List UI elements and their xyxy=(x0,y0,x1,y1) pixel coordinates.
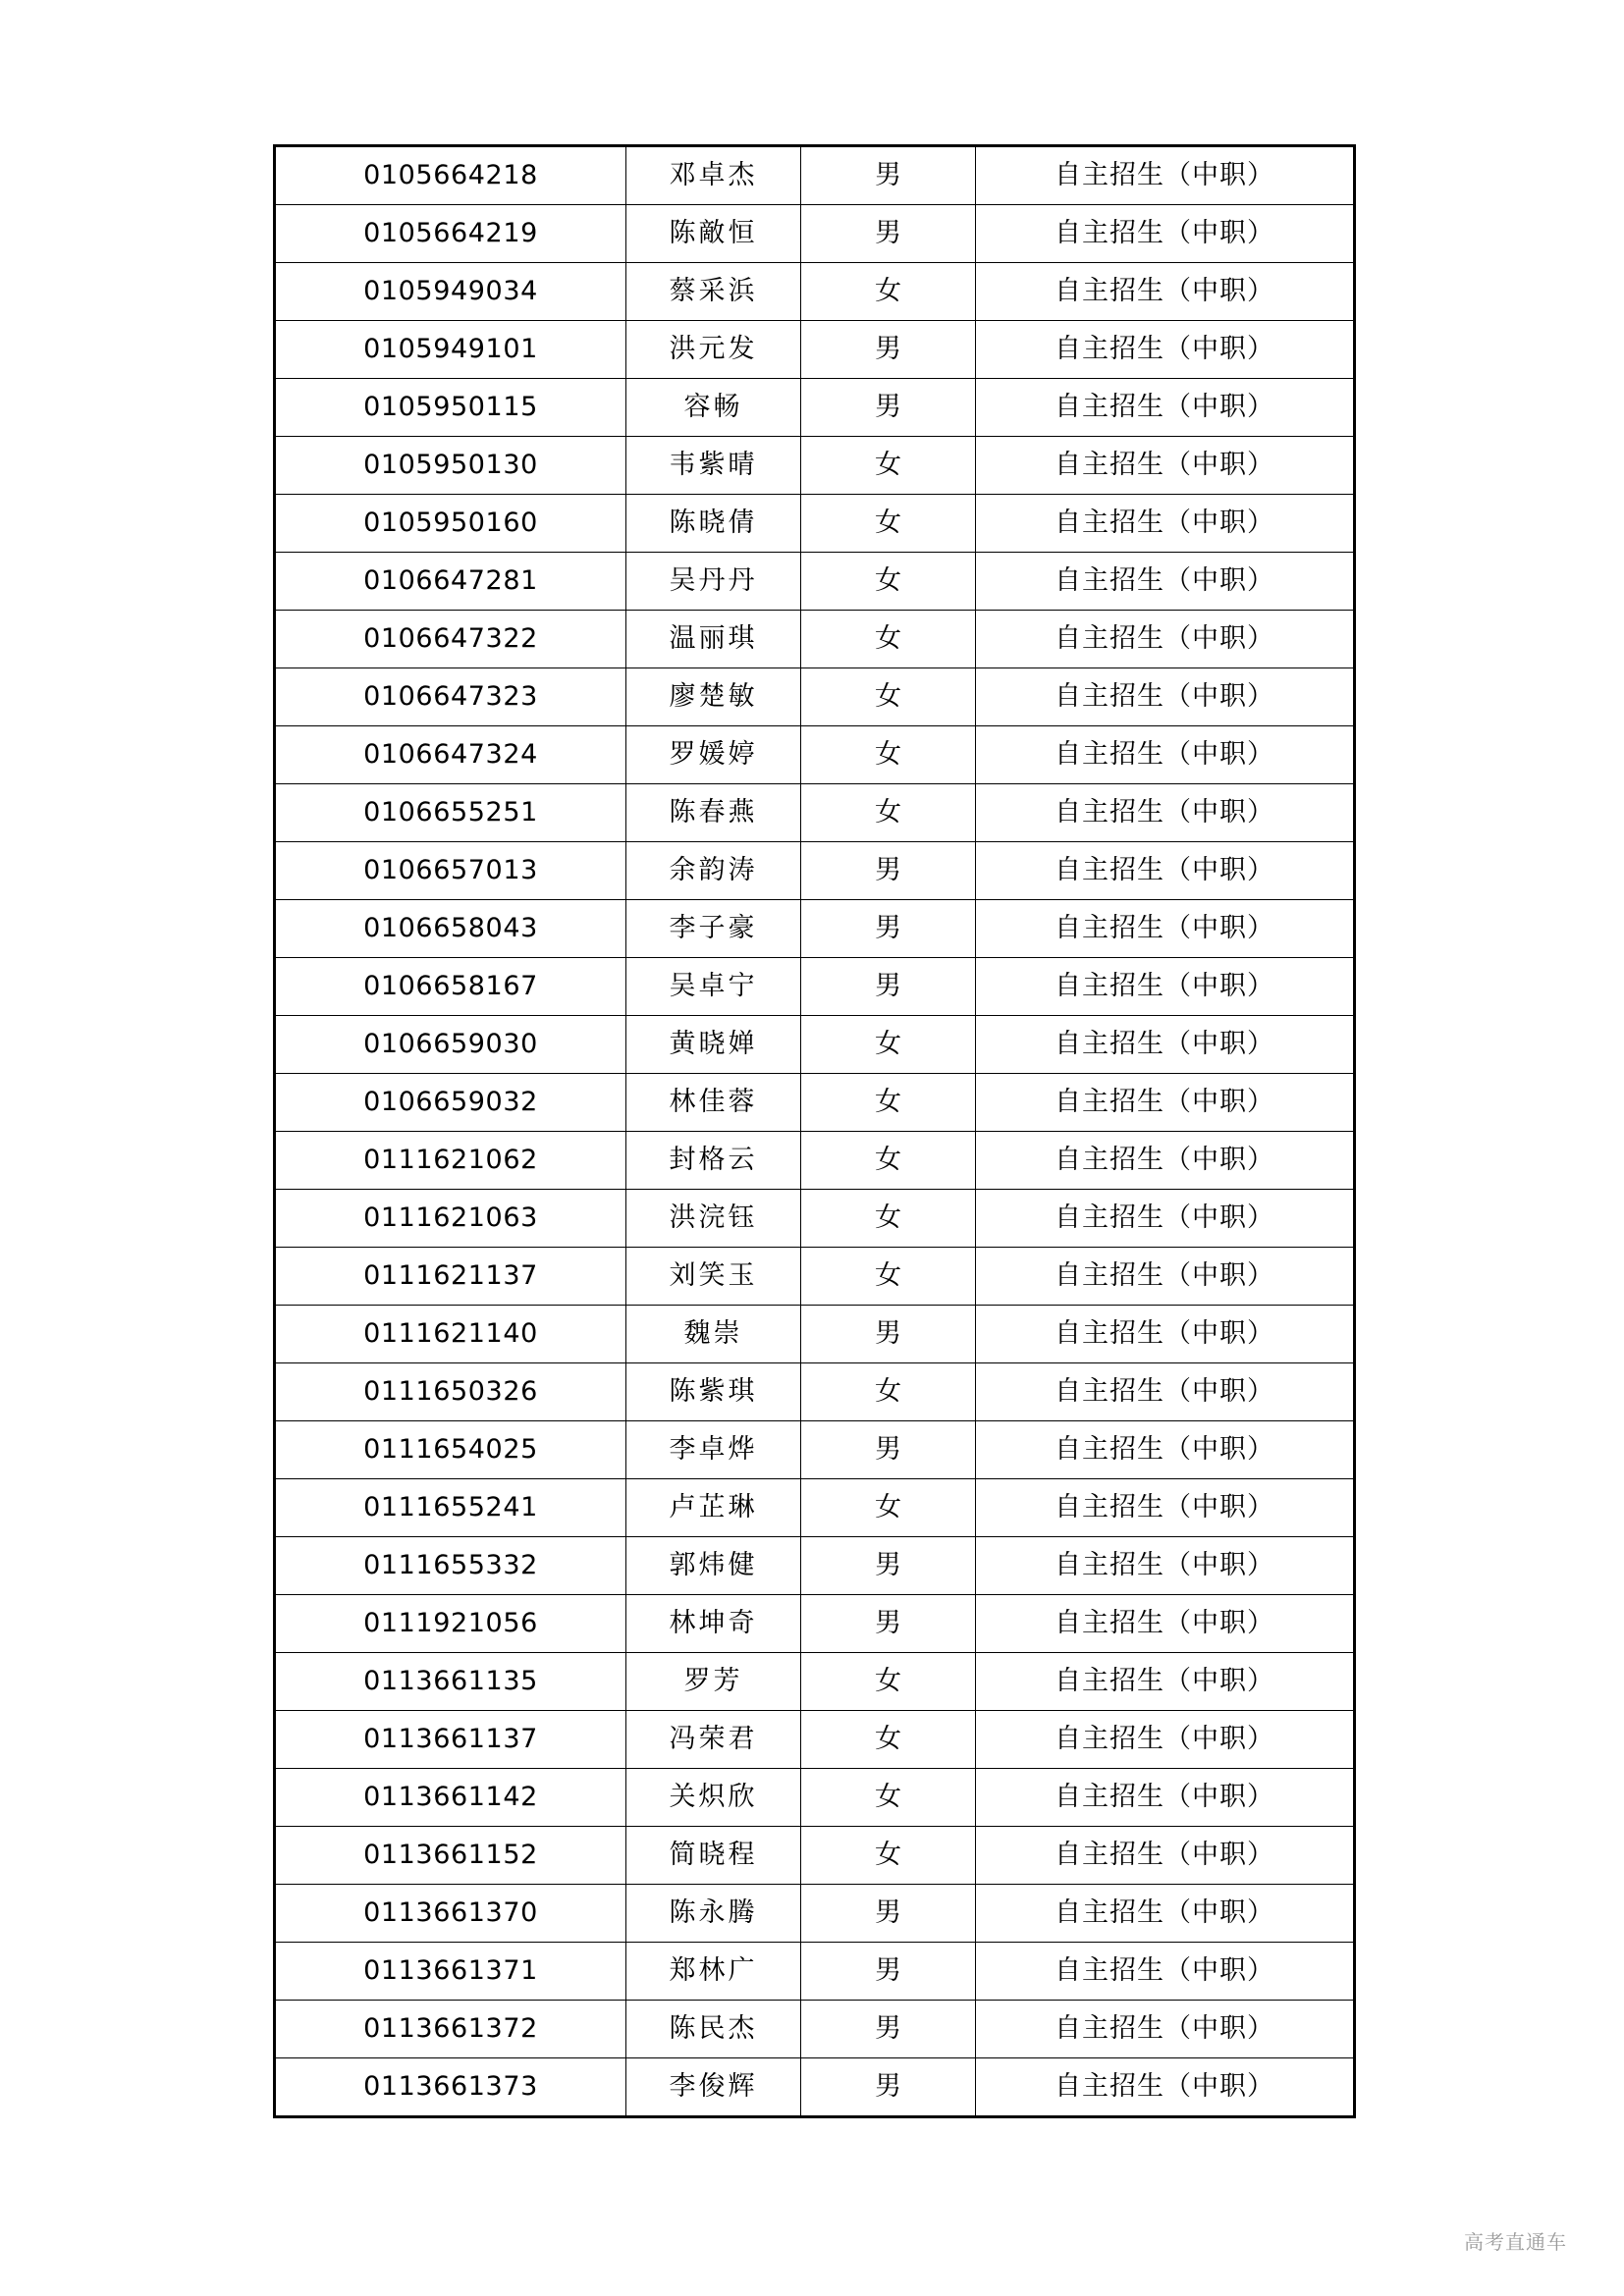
cell-exam-number: 0105950130 xyxy=(275,437,626,495)
cell-name: 冯荣君 xyxy=(626,1711,801,1769)
cell-gender: 女 xyxy=(801,1132,976,1190)
cell-exam-number: 0113661372 xyxy=(275,2001,626,2058)
table-row xyxy=(275,1248,1355,1306)
cell-exam-number: 0113661371 xyxy=(275,1943,626,2001)
table-row xyxy=(275,842,1355,900)
cell-name: 蔡采浜 xyxy=(626,263,801,321)
cell-gender: 男 xyxy=(801,2001,976,2058)
cell-name: 林佳蓉 xyxy=(626,1074,801,1132)
cell-exam-number: 0105950115 xyxy=(275,379,626,437)
cell-name: 魏崇 xyxy=(626,1306,801,1363)
cell-name: 郑林广 xyxy=(626,1943,801,2001)
cell-name: 简晓程 xyxy=(626,1827,801,1885)
cell-exam-number: 0113661370 xyxy=(275,1885,626,1943)
cell-gender: 女 xyxy=(801,1769,976,1827)
cell-category: 自主招生（中职） xyxy=(976,1190,1355,1248)
table-row xyxy=(275,1016,1355,1074)
cell-exam-number: 0111654025 xyxy=(275,1421,626,1479)
table-row xyxy=(275,553,1355,611)
table-row xyxy=(275,1306,1355,1363)
cell-category: 自主招生（中职） xyxy=(976,321,1355,379)
table-row xyxy=(275,1421,1355,1479)
cell-name: 余韵涛 xyxy=(626,842,801,900)
cell-gender: 男 xyxy=(801,900,976,958)
cell-gender: 女 xyxy=(801,611,976,668)
cell-exam-number: 0113661152 xyxy=(275,1827,626,1885)
cell-name: 李卓烨 xyxy=(626,1421,801,1479)
cell-exam-number: 0111621063 xyxy=(275,1190,626,1248)
cell-category: 自主招生（中职） xyxy=(976,1074,1355,1132)
table-row xyxy=(275,726,1355,784)
cell-exam-number: 0105950160 xyxy=(275,495,626,553)
cell-category: 自主招生（中职） xyxy=(976,1132,1355,1190)
cell-gender: 男 xyxy=(801,958,976,1016)
cell-exam-number: 0113661142 xyxy=(275,1769,626,1827)
cell-category: 自主招生（中职） xyxy=(976,611,1355,668)
cell-gender: 男 xyxy=(801,842,976,900)
cell-name: 韦紫晴 xyxy=(626,437,801,495)
cell-gender: 男 xyxy=(801,1537,976,1595)
cell-name: 刘笑玉 xyxy=(626,1248,801,1306)
cell-gender: 男 xyxy=(801,379,976,437)
cell-name: 卢芷琳 xyxy=(626,1479,801,1537)
cell-category: 自主招生（中职） xyxy=(976,263,1355,321)
cell-exam-number: 0105664218 xyxy=(275,146,626,205)
table-row xyxy=(275,784,1355,842)
cell-exam-number: 0106647323 xyxy=(275,668,626,726)
table-row xyxy=(275,958,1355,1016)
cell-category: 自主招生（中职） xyxy=(976,958,1355,1016)
cell-name: 邓卓杰 xyxy=(626,146,801,205)
cell-exam-number: 0113661137 xyxy=(275,1711,626,1769)
cell-exam-number: 0106655251 xyxy=(275,784,626,842)
table-row xyxy=(275,1653,1355,1711)
cell-gender: 女 xyxy=(801,1016,976,1074)
table-row xyxy=(275,205,1355,263)
cell-exam-number: 0111621140 xyxy=(275,1306,626,1363)
cell-category: 自主招生（中职） xyxy=(976,1653,1355,1711)
roster-table xyxy=(273,144,1356,2118)
cell-exam-number: 0106647324 xyxy=(275,726,626,784)
table-row xyxy=(275,1074,1355,1132)
table-row xyxy=(275,1885,1355,1943)
cell-exam-number: 0106647281 xyxy=(275,553,626,611)
table-row xyxy=(275,1711,1355,1769)
cell-name: 林坤奇 xyxy=(626,1595,801,1653)
table-row xyxy=(275,668,1355,726)
cell-name: 吴卓宁 xyxy=(626,958,801,1016)
cell-gender: 女 xyxy=(801,1074,976,1132)
cell-category: 自主招生（中职） xyxy=(976,146,1355,205)
cell-exam-number: 0111621062 xyxy=(275,1132,626,1190)
table-row xyxy=(275,437,1355,495)
cell-gender: 男 xyxy=(801,1306,976,1363)
cell-category: 自主招生（中职） xyxy=(976,784,1355,842)
cell-name: 陈晓倩 xyxy=(626,495,801,553)
cell-category: 自主招生（中职） xyxy=(976,842,1355,900)
cell-exam-number: 0106658167 xyxy=(275,958,626,1016)
table-row xyxy=(275,1827,1355,1885)
cell-name: 吴丹丹 xyxy=(626,553,801,611)
table-row xyxy=(275,146,1355,205)
cell-name: 洪浣钰 xyxy=(626,1190,801,1248)
table-row xyxy=(275,2058,1355,2117)
cell-gender: 女 xyxy=(801,1653,976,1711)
table-row xyxy=(275,1132,1355,1190)
cell-name: 陈紫琪 xyxy=(626,1363,801,1421)
cell-gender: 男 xyxy=(801,1885,976,1943)
cell-exam-number: 0111650326 xyxy=(275,1363,626,1421)
cell-category: 自主招生（中职） xyxy=(976,1943,1355,2001)
cell-name: 陈春燕 xyxy=(626,784,801,842)
cell-name: 罗媛婷 xyxy=(626,726,801,784)
cell-gender: 女 xyxy=(801,726,976,784)
cell-category: 自主招生（中职） xyxy=(976,1016,1355,1074)
roster-table-body xyxy=(275,146,1355,2117)
cell-exam-number: 0106657013 xyxy=(275,842,626,900)
cell-exam-number: 0105949034 xyxy=(275,263,626,321)
cell-name: 关炽欣 xyxy=(626,1769,801,1827)
cell-category: 自主招生（中职） xyxy=(976,205,1355,263)
cell-name: 温丽琪 xyxy=(626,611,801,668)
cell-gender: 男 xyxy=(801,321,976,379)
cell-exam-number: 0111655241 xyxy=(275,1479,626,1537)
table-row xyxy=(275,1363,1355,1421)
cell-gender: 女 xyxy=(801,1248,976,1306)
cell-category: 自主招生（中职） xyxy=(976,900,1355,958)
cell-name: 黄晓婵 xyxy=(626,1016,801,1074)
cell-gender: 男 xyxy=(801,1595,976,1653)
cell-category: 自主招生（中职） xyxy=(976,1885,1355,1943)
cell-name: 李子豪 xyxy=(626,900,801,958)
cell-category: 自主招生（中职） xyxy=(976,553,1355,611)
cell-category: 自主招生（中职） xyxy=(976,2001,1355,2058)
cell-name: 李俊辉 xyxy=(626,2058,801,2117)
table-row xyxy=(275,900,1355,958)
table-row xyxy=(275,1595,1355,1653)
cell-exam-number: 0113661135 xyxy=(275,1653,626,1711)
cell-gender: 女 xyxy=(801,495,976,553)
cell-category: 自主招生（中职） xyxy=(976,1363,1355,1421)
watermark-text: 高考直通车 xyxy=(1464,2230,1567,2254)
table-row xyxy=(275,1943,1355,2001)
cell-exam-number: 0106658043 xyxy=(275,900,626,958)
cell-name: 封格云 xyxy=(626,1132,801,1190)
table-row xyxy=(275,321,1355,379)
table-row xyxy=(275,2001,1355,2058)
cell-name: 罗芳 xyxy=(626,1653,801,1711)
cell-gender: 女 xyxy=(801,784,976,842)
cell-exam-number: 0105949101 xyxy=(275,321,626,379)
cell-gender: 男 xyxy=(801,205,976,263)
table-row xyxy=(275,379,1355,437)
cell-category: 自主招生（中职） xyxy=(976,1479,1355,1537)
cell-category: 自主招生（中职） xyxy=(976,1595,1355,1653)
cell-gender: 女 xyxy=(801,668,976,726)
cell-gender: 女 xyxy=(801,1190,976,1248)
table-row xyxy=(275,263,1355,321)
cell-category: 自主招生（中职） xyxy=(976,1827,1355,1885)
table-row xyxy=(275,495,1355,553)
cell-name: 陈永腾 xyxy=(626,1885,801,1943)
cell-category: 自主招生（中职） xyxy=(976,668,1355,726)
cell-exam-number: 0111621137 xyxy=(275,1248,626,1306)
cell-category: 自主招生（中职） xyxy=(976,726,1355,784)
cell-category: 自主招生（中职） xyxy=(976,495,1355,553)
cell-category: 自主招生（中职） xyxy=(976,1537,1355,1595)
cell-gender: 男 xyxy=(801,1943,976,2001)
cell-name: 陈民杰 xyxy=(626,2001,801,2058)
cell-gender: 女 xyxy=(801,263,976,321)
cell-exam-number: 0111655332 xyxy=(275,1537,626,1595)
cell-category: 自主招生（中职） xyxy=(976,2058,1355,2117)
cell-gender: 女 xyxy=(801,1363,976,1421)
cell-gender: 女 xyxy=(801,437,976,495)
cell-exam-number: 0105664219 xyxy=(275,205,626,263)
cell-gender: 女 xyxy=(801,1827,976,1885)
cell-gender: 男 xyxy=(801,2058,976,2117)
cell-exam-number: 0106659032 xyxy=(275,1074,626,1132)
cell-name: 洪元发 xyxy=(626,321,801,379)
cell-gender: 男 xyxy=(801,1421,976,1479)
cell-exam-number: 0106647322 xyxy=(275,611,626,668)
cell-category: 自主招生（中职） xyxy=(976,1248,1355,1306)
cell-name: 廖楚敏 xyxy=(626,668,801,726)
table-row xyxy=(275,1537,1355,1595)
cell-category: 自主招生（中职） xyxy=(976,1711,1355,1769)
roster-table-container xyxy=(273,144,1353,2118)
cell-exam-number: 0106659030 xyxy=(275,1016,626,1074)
table-row xyxy=(275,1479,1355,1537)
cell-gender: 女 xyxy=(801,1479,976,1537)
cell-gender: 女 xyxy=(801,553,976,611)
cell-exam-number: 0111921056 xyxy=(275,1595,626,1653)
cell-category: 自主招生（中职） xyxy=(976,1421,1355,1479)
cell-category: 自主招生（中职） xyxy=(976,379,1355,437)
cell-category: 自主招生（中职） xyxy=(976,1769,1355,1827)
cell-gender: 男 xyxy=(801,146,976,205)
cell-name: 郭炜健 xyxy=(626,1537,801,1595)
table-row xyxy=(275,1190,1355,1248)
cell-category: 自主招生（中职） xyxy=(976,1306,1355,1363)
table-row xyxy=(275,1769,1355,1827)
table-row xyxy=(275,611,1355,668)
cell-name: 陈敵恒 xyxy=(626,205,801,263)
cell-gender: 女 xyxy=(801,1711,976,1769)
cell-category: 自主招生（中职） xyxy=(976,437,1355,495)
cell-exam-number: 0113661373 xyxy=(275,2058,626,2117)
cell-name: 容畅 xyxy=(626,379,801,437)
